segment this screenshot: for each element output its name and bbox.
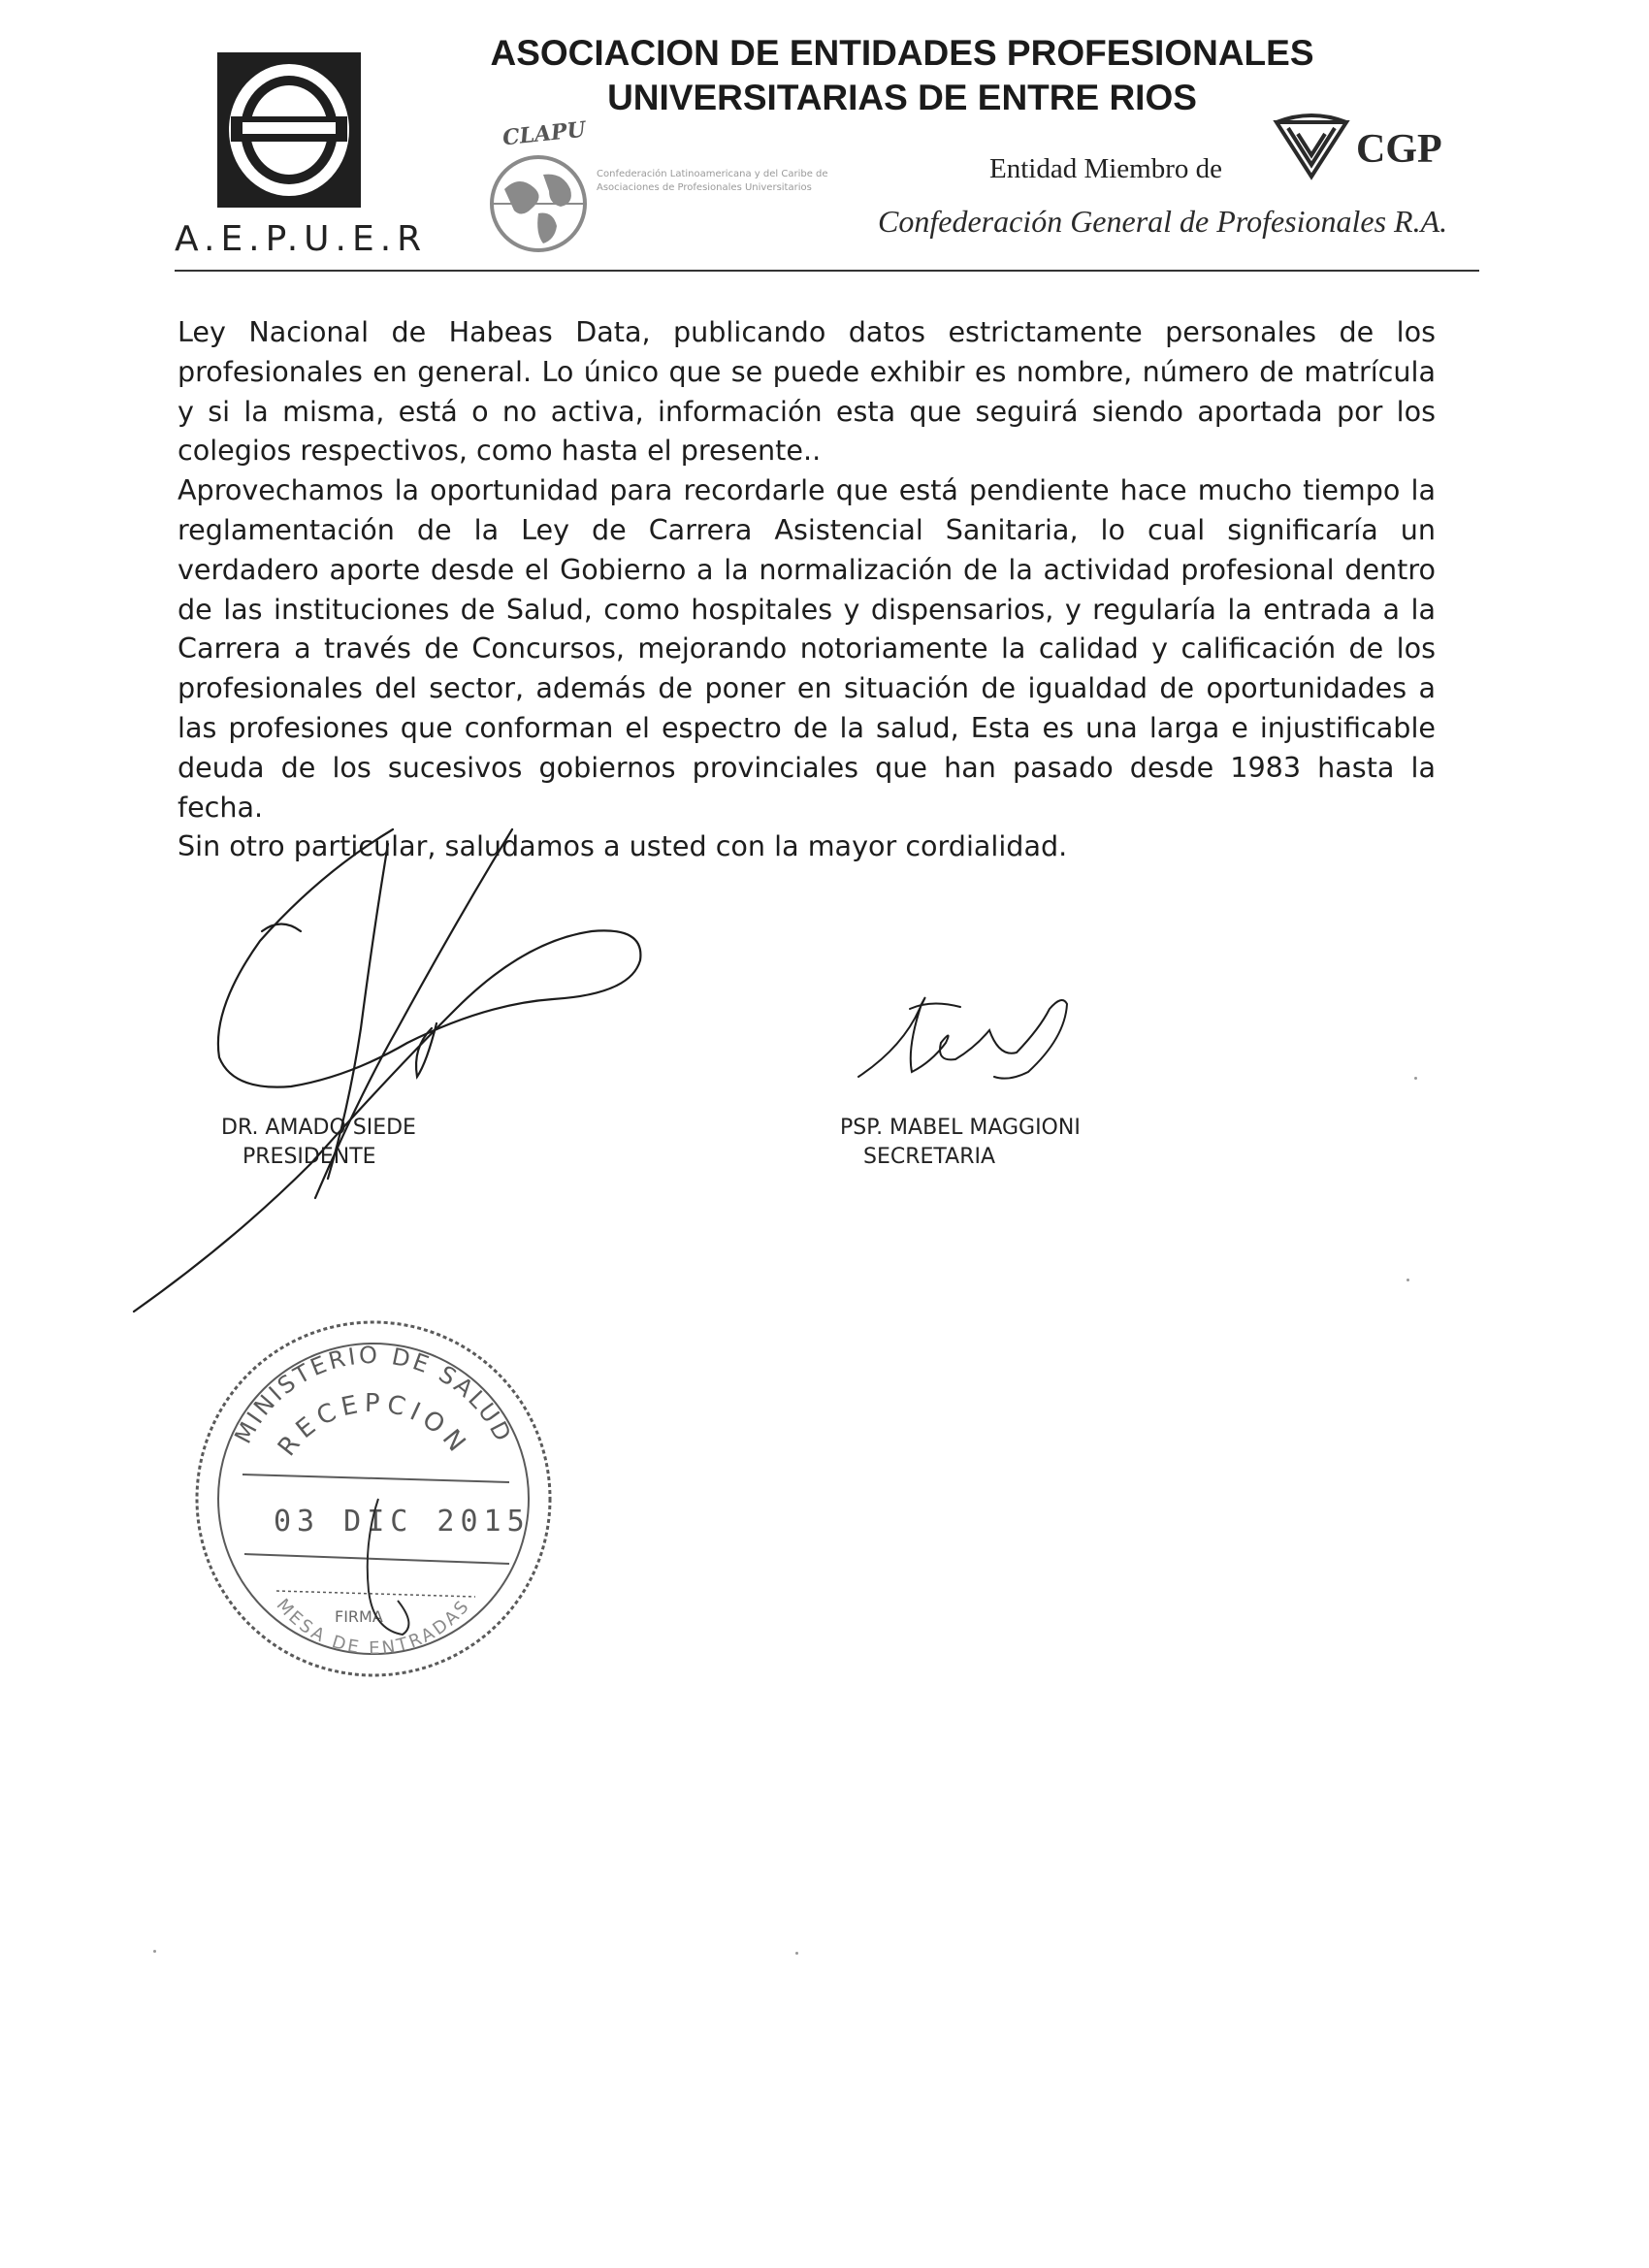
globe-icon xyxy=(485,150,592,257)
signature-right xyxy=(858,998,1067,1079)
paragraph-carrera-sanitaria: Aprovechamos la oportunidad para recordarle que está pendiente hace mucho tiempo la reglamentación de la Ley de Carrera Asistencial Sanitaria, lo cual significaría un verdadero aporte desde el Gobierno a la normalización de la actividad profesional dentro de las instituciones de Salud, como hospitales y dispensarios, y regularía la entrada a la Carrera a través de Concursos, mejorando notoriamente la calidad y calificación de los profesionales del sector, además de poner en situación de igualdad de oportunidades a las profesiones que conforman el espectro de la salud, Esta es una larga e injustificable deuda de los sucesivos gobiernos provinciales que han pasado desde 1983 hasta la fecha. xyxy=(178,473,1436,824)
aepuer-logo xyxy=(175,49,428,267)
signatory-right-name: PSP. MABEL MAGGIONI xyxy=(840,1116,1081,1140)
organization-title-line2: UNIVERSITARIAS DE ENTRE RIOS xyxy=(607,78,1197,117)
scan-speck xyxy=(795,1952,798,1955)
clapu-name: CLAPU xyxy=(501,116,587,151)
reception-stamp xyxy=(184,1310,563,1688)
confederation-name: Confederación General de Profesionales R.A. xyxy=(878,204,1448,239)
paragraph-habeas-data: Ley Nacional de Habeas Data, publicando datos estrictamente personales de los profesionales en general. Lo único que se puede exhibir es nombre, número de matrícula y si la misma, está o no activa, información esta que seguirá siendo aportada por los colegios respectivos, como hasta el presente.. xyxy=(178,315,1436,468)
cgp-label: CGP xyxy=(1356,127,1442,172)
aepuer-logo-text: A.E.P.U.E.R xyxy=(175,219,428,259)
organization-title xyxy=(417,31,1387,120)
scan-speck xyxy=(153,1950,156,1953)
stamp-lower-text: MESA DE ENTRADAS xyxy=(272,1595,475,1660)
member-label: Entidad Miembro de xyxy=(989,153,1223,184)
cgp-emblem-icon xyxy=(1271,113,1352,180)
clapu-logo xyxy=(485,116,834,257)
aepuer-emblem-icon xyxy=(217,52,361,208)
closing-line: Sin otro particular, saludamos a usted con la mayor cordialidad. xyxy=(178,829,1068,863)
svg-text:MESA DE ENTRADAS xyxy=(273,1595,475,1659)
signature-left xyxy=(134,829,640,1312)
signatory-right-role: SECRETARIA xyxy=(863,1145,996,1169)
stamp-ring-text: MINISTERIO DE SALUD xyxy=(229,1341,518,1448)
signatory-left-role: PRESIDENTE xyxy=(242,1145,376,1169)
signatory-left xyxy=(221,1114,416,1172)
signatory-left-name: DR. AMADO SIEDE xyxy=(221,1116,416,1140)
scan-speck xyxy=(1414,1077,1417,1080)
svg-text:RECEPCION xyxy=(273,1389,474,1462)
clapu-caption: Confederación Latinoamericana y del Caribe de Asociaciones de Profesionales Universitarios xyxy=(597,169,828,193)
organization-title-line1: ASOCIACION DE ENTIDADES PROFESIONALES xyxy=(490,33,1314,73)
stamp-date: 03 DIC 2015 xyxy=(274,1505,531,1539)
signatory-right xyxy=(840,1114,1081,1172)
cgp-logo xyxy=(1271,107,1484,184)
scan-speck xyxy=(1406,1279,1409,1281)
stamp-firma-label: FIRMA xyxy=(335,1607,383,1626)
header-divider xyxy=(175,270,1479,272)
stamp-title: RECEPCION xyxy=(272,1388,475,1462)
letter-body xyxy=(178,312,1436,866)
